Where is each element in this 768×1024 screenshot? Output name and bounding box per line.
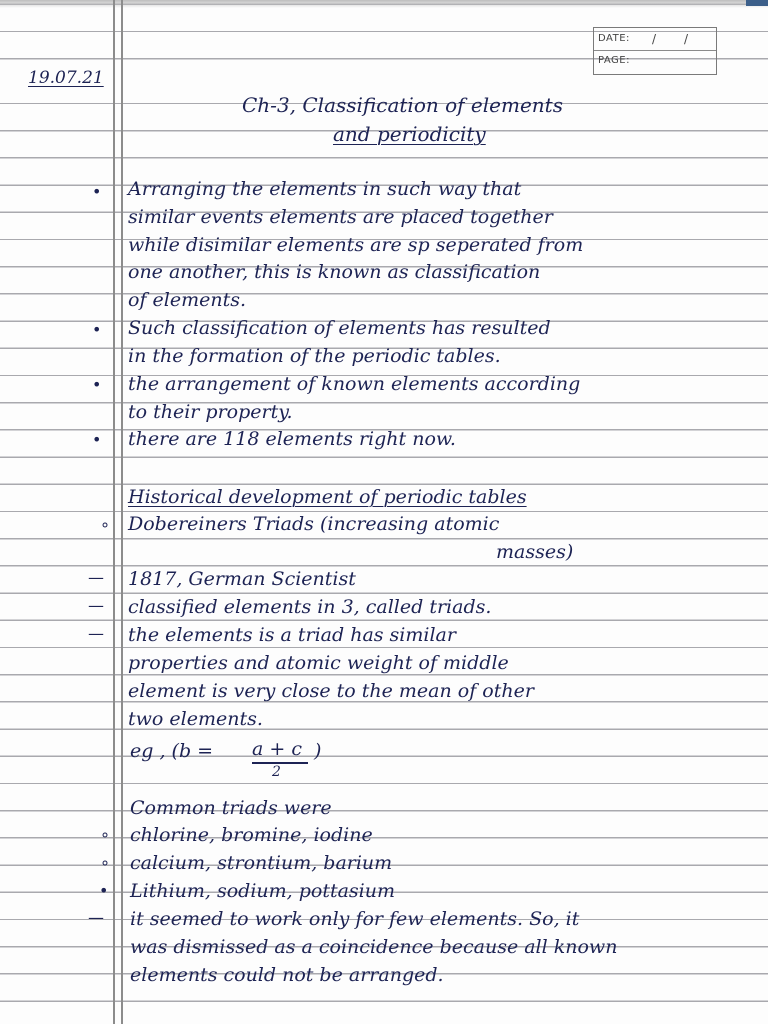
intro-line: there are 118 elements right now. xyxy=(128,428,456,450)
bullet-dot: • xyxy=(92,430,102,449)
conclusion-line: was dismissed as a coincidence because all known xyxy=(130,936,618,958)
date-box-divider xyxy=(594,50,716,51)
intro-line: of elements. xyxy=(128,289,246,311)
triad-item: chlorine, bromine, iodine xyxy=(130,824,373,846)
intro-line: one another, this is known as classification xyxy=(128,261,541,283)
example-suffix: ) xyxy=(314,740,322,762)
example-fraction xyxy=(252,738,312,782)
bullet-dash: — xyxy=(88,596,104,615)
intro-line: Arranging the elements in such way that xyxy=(128,178,522,200)
bullet-circle: ∘ xyxy=(100,515,111,534)
corner-tab xyxy=(746,0,768,6)
margin-line-outer xyxy=(113,0,115,1024)
intro-line: similar events elements are placed together xyxy=(128,206,553,228)
date-slash: / xyxy=(652,32,657,46)
written-date: 19.07.21 xyxy=(28,68,104,88)
example-denominator: 2 xyxy=(272,764,281,780)
triads-line-1: Dobereiners Triads (increasing atomic xyxy=(128,513,500,535)
intro-line: the arrangement of known elements according xyxy=(128,373,581,395)
intro-line: while disimilar elements are sp seperated from xyxy=(128,234,584,256)
conclusion-line: elements could not be arranged. xyxy=(130,964,444,986)
bullet-dash: — xyxy=(88,908,104,927)
conclusion-line: it seemed to work only for few elements. So, it xyxy=(130,908,580,930)
history-point: properties and atomic weight of middle xyxy=(128,652,509,674)
history-point: classified elements in 3, called triads. xyxy=(128,596,492,618)
intro-line: in the formation of the periodic tables. xyxy=(128,345,501,367)
page-label: PAGE: xyxy=(598,55,630,66)
triads-heading: Common triads were xyxy=(130,797,332,819)
date-page-box xyxy=(593,27,717,75)
example-numerator: a + c xyxy=(252,738,302,760)
title-line-2: and periodicity xyxy=(333,122,486,146)
bullet-dot: • xyxy=(92,320,102,339)
page-top-shadow xyxy=(0,0,768,8)
triads-line-2: masses) xyxy=(496,541,574,563)
bullet-circle: ∘ xyxy=(100,825,111,844)
margin-line-inner xyxy=(121,0,123,1024)
date-label: DATE: xyxy=(598,33,630,44)
bullet-dash: — xyxy=(88,568,104,587)
history-point: two elements. xyxy=(128,708,263,730)
triad-item: calcium, strontium, barium xyxy=(130,852,393,874)
title-line-1: Ch-3, Classification of elements xyxy=(242,93,563,117)
bullet-circle: ∘ xyxy=(100,853,111,872)
intro-line: Such classification of elements has resulted xyxy=(128,317,551,339)
bullet-dash: — xyxy=(88,624,104,643)
history-heading: Historical development of periodic tables xyxy=(128,486,527,508)
history-point: 1817, German Scientist xyxy=(128,568,356,590)
bullet-dot: • xyxy=(99,881,109,900)
triad-item: Lithium, sodium, pottasium xyxy=(130,880,396,902)
bullet-dot: • xyxy=(92,375,102,394)
date-slash: / xyxy=(684,32,689,46)
history-point: element is very close to the mean of other xyxy=(128,680,534,702)
bullet-dot: • xyxy=(92,182,102,201)
intro-line: to their property. xyxy=(128,401,293,423)
example-prefix: eg , (b = xyxy=(130,740,214,762)
history-point: the elements is a triad has similar xyxy=(128,624,456,646)
